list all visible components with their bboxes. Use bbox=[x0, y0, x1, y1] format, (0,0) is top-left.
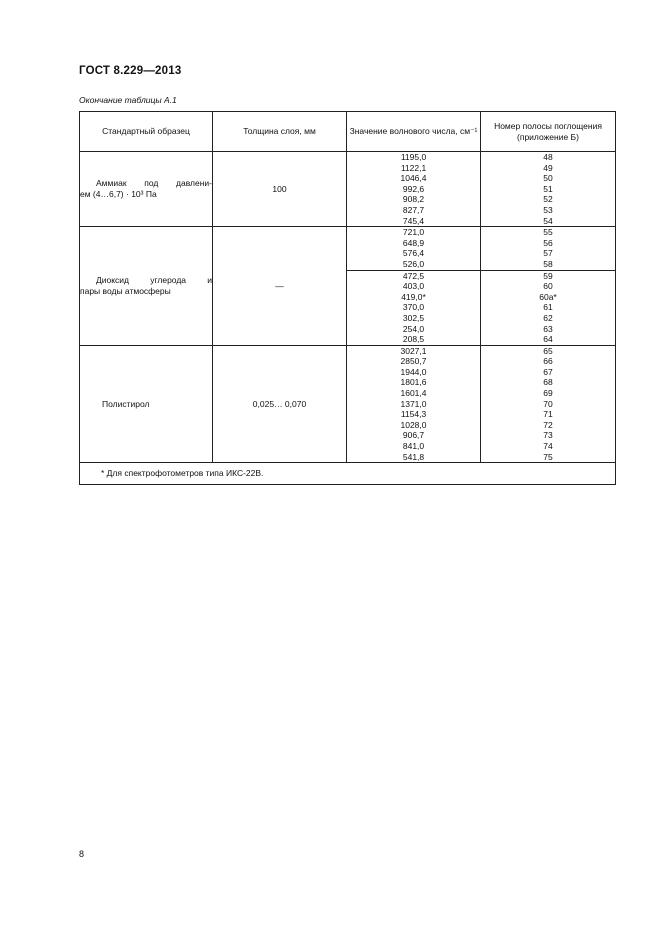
sample-name-cell bbox=[80, 152, 213, 227]
wavenumber-value: 1195,0 bbox=[400, 152, 427, 162]
band-number-value: 70 bbox=[543, 398, 553, 409]
wavenumber-value: 541,8 bbox=[402, 451, 425, 462]
band-number-value: 60 bbox=[543, 281, 553, 292]
band-number-value: 49 bbox=[543, 162, 553, 173]
wavenumber-value: 906,7 bbox=[402, 430, 425, 441]
wavenumber-value: 472,5 bbox=[402, 270, 425, 281]
sample-name-line: пары воды атмосферы bbox=[80, 285, 171, 296]
band-number-value: 59 bbox=[543, 270, 553, 281]
wavenumber-value: 745,4 bbox=[402, 215, 425, 226]
wavenumber-value: 526,0 bbox=[402, 258, 425, 269]
wavenumber-value: 1601,4 bbox=[400, 388, 427, 399]
band-number-value: 63 bbox=[543, 323, 553, 334]
wavenumber-value: 908,2 bbox=[402, 194, 425, 205]
wavenumber-cell bbox=[347, 227, 481, 270]
band-number-value: 72 bbox=[543, 419, 553, 430]
band-number-value: 60а* bbox=[539, 291, 557, 302]
wavenumber-value: 1046,4 bbox=[400, 173, 427, 184]
wavenumber-value: 721,0 bbox=[402, 227, 425, 238]
band-number-value: 53 bbox=[543, 204, 553, 215]
band-number-value: 73 bbox=[543, 430, 553, 441]
band-number-value: 48 bbox=[543, 152, 553, 162]
band-number-value: 66 bbox=[543, 356, 553, 367]
column-header-thickness: Толщина слоя, мм bbox=[213, 112, 347, 152]
wavenumber-value: 302,5 bbox=[402, 312, 425, 323]
band-number-cell bbox=[481, 152, 616, 227]
spectral-table bbox=[79, 111, 616, 485]
wavenumber-value: 841,0 bbox=[402, 441, 425, 452]
band-number-value: 52 bbox=[543, 194, 553, 205]
table-row bbox=[80, 152, 616, 227]
footnote-row bbox=[80, 463, 616, 485]
band-number-value: 69 bbox=[543, 388, 553, 399]
wavenumber-value: 254,0 bbox=[402, 323, 425, 334]
wavenumber-value: 2850,7 bbox=[400, 356, 427, 367]
band-number-value: 67 bbox=[543, 366, 553, 377]
band-number-value: 56 bbox=[543, 237, 553, 248]
wavenumber-value: 403,0 bbox=[402, 281, 425, 292]
sample-name-line: ем (4…6,7) · 10³ Па bbox=[80, 189, 157, 200]
document-code: ГОСТ 8.229—2013 bbox=[79, 65, 182, 77]
band-number-value: 58 bbox=[543, 258, 553, 269]
sample-name-line: Диоксид углерода и bbox=[96, 275, 212, 286]
wavenumber-value: 1371,0 bbox=[400, 398, 427, 409]
band-number-value: 75 bbox=[543, 451, 553, 462]
thickness-cell: — bbox=[213, 227, 347, 346]
wavenumber-cell bbox=[347, 345, 481, 463]
column-header-band-number: Номер полосы поглощения (приложение Б) bbox=[481, 112, 616, 152]
band-number-value: 64 bbox=[543, 334, 553, 345]
wavenumber-value: 1122,1 bbox=[400, 162, 427, 173]
wavenumber-value: 1801,6 bbox=[400, 377, 427, 388]
wavenumber-value: 208,5 bbox=[402, 334, 425, 345]
band-number-cell bbox=[481, 345, 616, 463]
band-number-value: 71 bbox=[543, 409, 553, 420]
sample-name-cell bbox=[80, 227, 213, 346]
table-caption: Окончание таблицы А.1 bbox=[79, 95, 177, 105]
band-number-value: 68 bbox=[543, 377, 553, 388]
sample-name-cell bbox=[80, 345, 213, 463]
wavenumber-cell bbox=[347, 270, 481, 345]
table-row bbox=[80, 227, 616, 270]
wavenumber-cell bbox=[347, 152, 481, 227]
sample-name-line: Полистирол bbox=[102, 398, 150, 409]
table-row bbox=[80, 345, 616, 463]
wavenumber-value: 419,0* bbox=[401, 291, 426, 302]
wavenumber-value: 992,6 bbox=[402, 183, 425, 194]
wavenumber-value: 576,4 bbox=[402, 248, 425, 259]
thickness-cell: 0,025… 0,070 bbox=[213, 345, 347, 463]
table-header-row bbox=[80, 112, 616, 152]
sample-name-line: Аммиак под давлени- bbox=[96, 178, 212, 189]
wavenumber-value: 827,7 bbox=[402, 204, 425, 215]
wavenumber-value: 1028,0 bbox=[400, 419, 427, 430]
thickness-cell: 100 bbox=[213, 152, 347, 227]
page-number: 8 bbox=[79, 849, 85, 859]
wavenumber-value: 370,0 bbox=[402, 302, 425, 313]
band-number-value: 62 bbox=[543, 312, 553, 323]
band-number-cell bbox=[481, 270, 616, 345]
wavenumber-value: 3027,1 bbox=[400, 345, 427, 356]
table-footnote: * Для спектрофотометров типа ИКС-22В. bbox=[80, 463, 616, 485]
band-number-value: 61 bbox=[543, 302, 553, 313]
band-number-value: 57 bbox=[543, 248, 553, 259]
band-number-value: 54 bbox=[543, 215, 553, 226]
column-header-sample: Стандартный образец bbox=[80, 112, 213, 152]
band-number-value: 50 bbox=[543, 173, 553, 184]
column-header-wavenumber: Значение волнового числа, см⁻¹ bbox=[347, 112, 481, 152]
wavenumber-value: 1944,0 bbox=[400, 366, 427, 377]
wavenumber-value: 648,9 bbox=[402, 237, 425, 248]
band-number-value: 65 bbox=[543, 345, 553, 356]
band-number-value: 51 bbox=[543, 183, 553, 194]
band-number-cell bbox=[481, 227, 616, 270]
wavenumber-value: 1154,3 bbox=[400, 409, 427, 420]
band-number-value: 55 bbox=[543, 227, 553, 238]
band-number-value: 74 bbox=[543, 441, 553, 452]
